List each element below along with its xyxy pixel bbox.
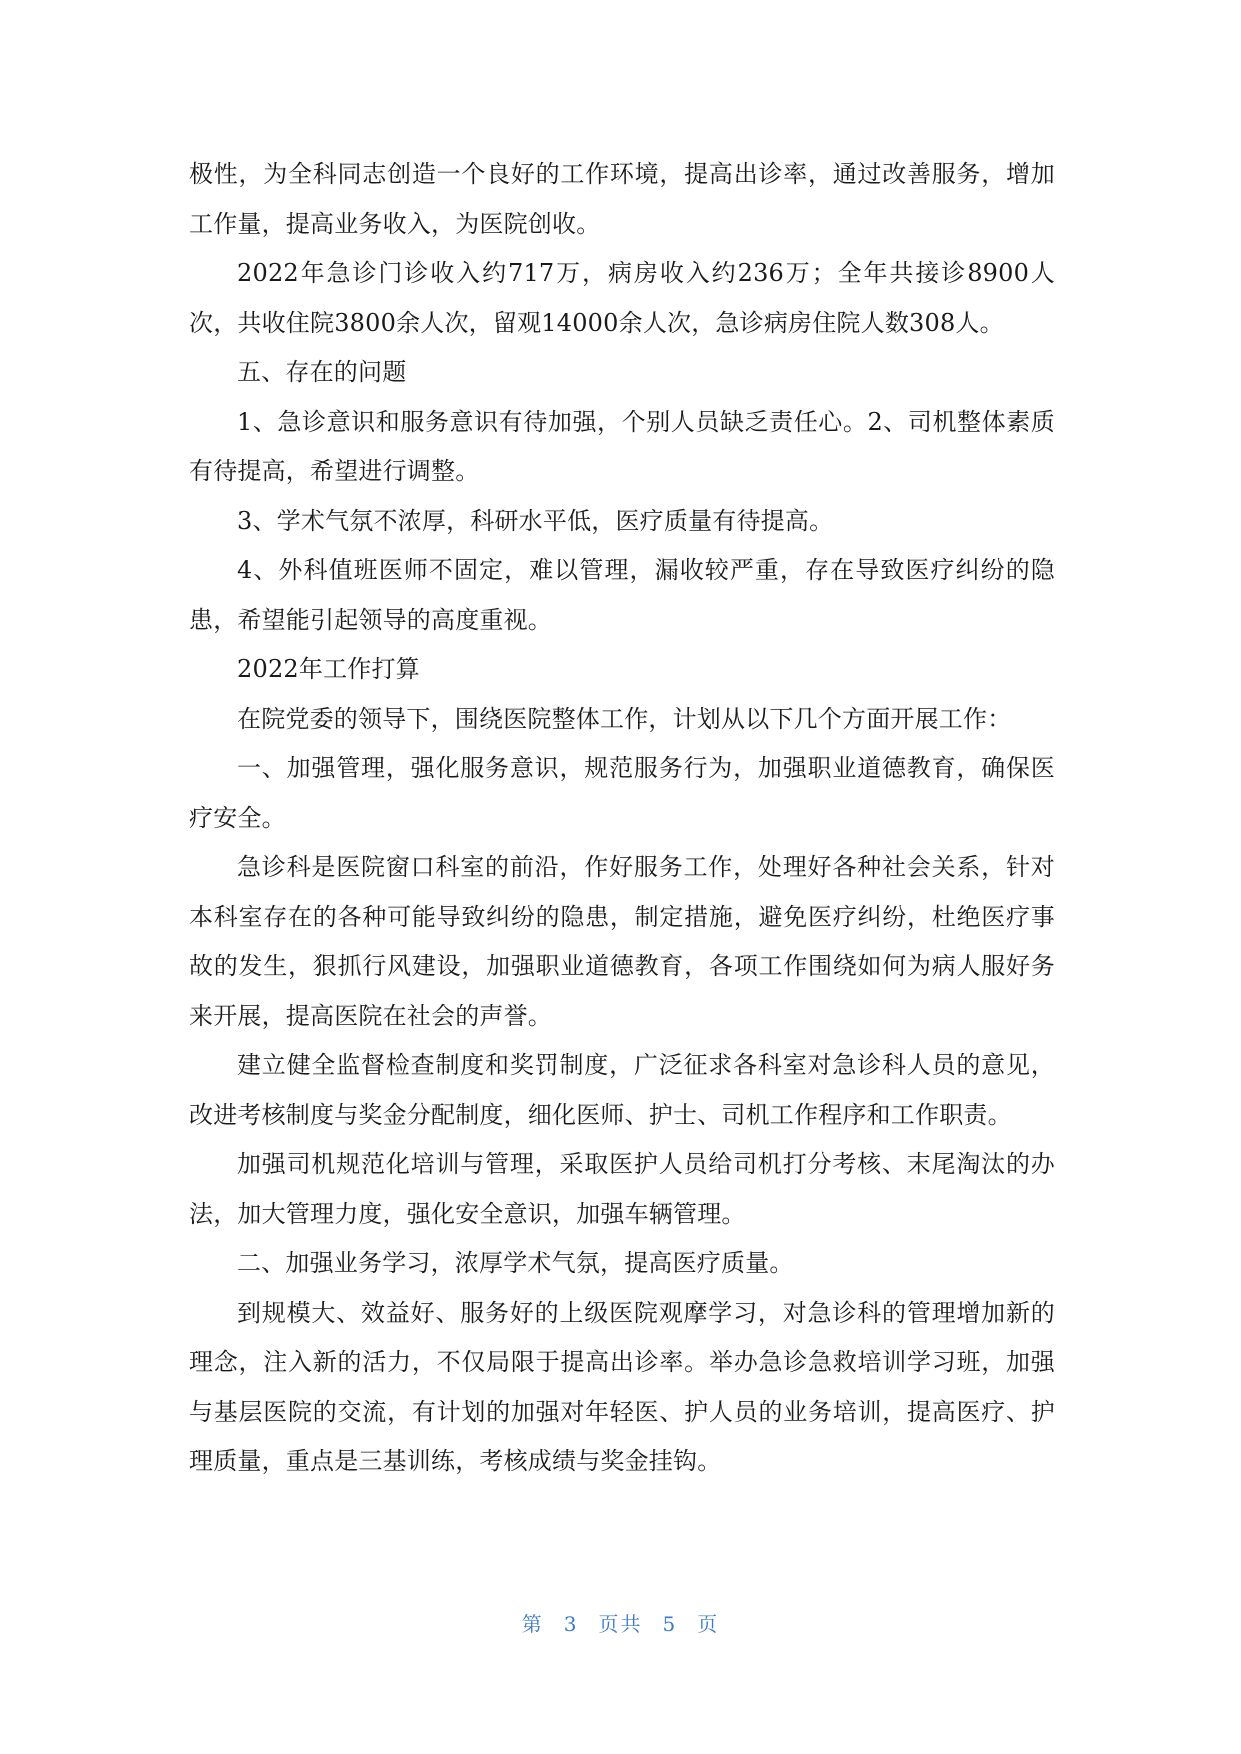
- section-heading-problems: 五、存在的问题: [237, 358, 407, 386]
- paragraph-10: 急诊科是医院窗口科室的前沿，作好服务工作，处理好各种社会关系，针对本科室存在的各种可能导致纠纷的隐患，制定措施，避免医疗纠纷，杜绝医疗事故的发生，狠抓行风建设，加强职业道德教育，各项工作围绕如何为病人服好务来开展，提高医院在社会的声誉。: [189, 853, 1055, 1030]
- paragraph-6: 4、外科值班医师不固定，难以管理，漏收较严重，存在导致医疗纠纷的隐患，希望能引起领导的高度重视。: [189, 556, 1055, 634]
- paragraph-1: 极性，为全科同志创造一个良好的工作环境，提高出诊率，通过改善服务，增加工作量，提高业务收入，为医院创收。: [189, 160, 1055, 238]
- paragraph-8: 在院党委的领导下，围绕医院整体工作，计划从以下几个方面开展工作：: [237, 704, 1012, 733]
- footer-label-of: 页共: [598, 1612, 643, 1636]
- paragraph-14: 到规模大、效益好、服务好的上级医院观摩学习，对急诊科的管理增加新的理念，注入新的活力，不仅局限于提高出诊率。举办急诊急救培训学习班，加强与基层医院的交流，有计划的加强对年轻医、护人员的业务培训，提高医疗、护理质量，重点是三基训练，考核成绩与奖金挂钩。: [189, 1298, 1055, 1475]
- footer-label-end: 页: [697, 1612, 720, 1636]
- paragraph-9: 一、加强管理，强化服务意识，规范服务行为，加强职业道德教育，确保医疗安全。: [189, 754, 1055, 832]
- paragraph-11: 建立健全监督检查制度和奖罚制度，广泛征求各科室对急诊科人员的意见，改进考核制度与奖金分配制度，细化医师、护士、司机工作程序和工作职责。: [189, 1051, 1055, 1129]
- page-footer: [0, 1608, 1241, 1637]
- document-body: [189, 150, 1055, 1487]
- footer-total-pages: 5: [662, 1612, 678, 1636]
- section-heading-plan: 2022年工作打算: [237, 655, 420, 683]
- footer-current-page: 3: [563, 1612, 579, 1636]
- footer-label-page: 第: [521, 1612, 544, 1636]
- paragraph-12: 加强司机规范化培训与管理，采取医护人员给司机打分考核、末尾淘汰的办法，加大管理力度，强化安全意识，加强车辆管理。: [189, 1150, 1055, 1228]
- paragraph-2: 2022年急诊门诊收入约717万，病房收入约236万；全年共接诊8900人次，共收住院3800余人次，留观14000余人次，急诊病房住院人数308人。: [189, 259, 1055, 337]
- paragraph-13: 二、加强业务学习，浓厚学术气氛，提高医疗质量。: [237, 1249, 794, 1277]
- paragraph-4: 1、急诊意识和服务意识有待加强，个别人员缺乏责任心。2、司机整体素质有待提高，希望进行调整。: [189, 407, 1055, 485]
- paragraph-5: 3、学术气氛不浓厚，科研水平低，医疗质量有待提高。: [237, 506, 834, 535]
